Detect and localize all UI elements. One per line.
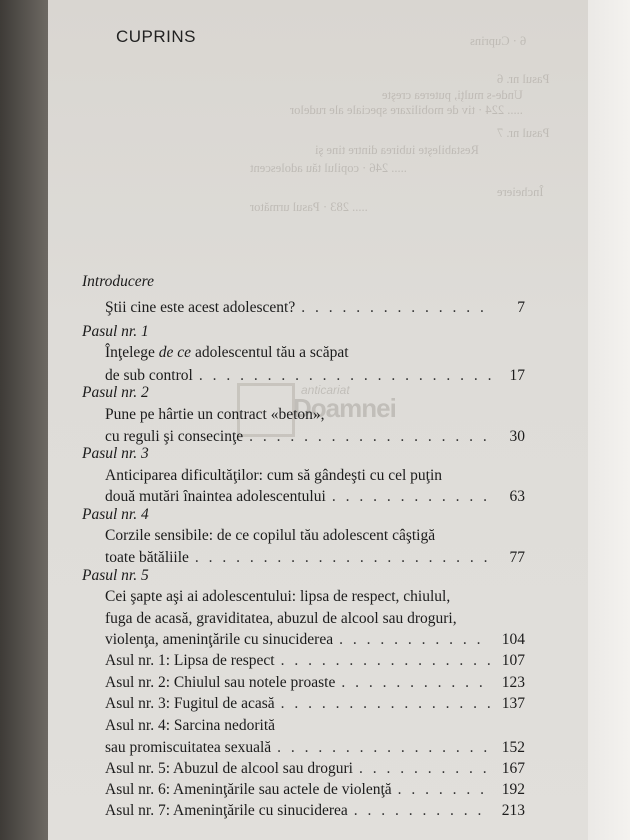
toc-entry-page: 107 [501, 652, 525, 669]
toc-entry-page: 213 [501, 802, 525, 819]
toc-step-heading: Pasul nr. 3 [82, 445, 149, 462]
show-through-text: Încheiere [497, 185, 544, 199]
leader-dots [195, 548, 491, 568]
show-through-text: ..... 246 · copilul tău adolescent [250, 161, 407, 175]
toc-entry[interactable] [105, 487, 525, 507]
toc-entry-page: 17 [509, 367, 525, 384]
toc-section-heading: Introducere [82, 273, 155, 290]
toc-entry-label: Asul nr. 2: Chiulul sau notele proaste [105, 674, 336, 691]
leader-dots [354, 801, 491, 821]
toc-entry[interactable] [105, 759, 525, 779]
toc-entry-label: violenţa, ameninţările cu sinuciderea [105, 631, 334, 648]
toc-entry-line: fuga de acasă, graviditatea, abuzul de alcool sau droguri, [105, 610, 457, 627]
toc-entry-page: 123 [501, 674, 525, 691]
toc-entry-label: cu reguli şi consecinţe [105, 428, 244, 445]
toc-entry[interactable] [105, 651, 525, 671]
toc-step-heading: Pasul nr. 2 [82, 384, 149, 401]
toc-entry[interactable] [105, 673, 525, 693]
leader-dots [398, 780, 491, 800]
leader-dots [281, 694, 491, 714]
toc-entry-label: de sub control [105, 367, 193, 384]
toc-entry-page: 77 [509, 549, 525, 566]
toc-entry-label: Asul nr. 1: Lipsa de respect [105, 652, 275, 669]
leader-dots [359, 759, 491, 779]
leader-dots [332, 487, 491, 507]
toc-entry-page: 7 [517, 299, 525, 316]
page-edge [588, 0, 630, 840]
toc-entry[interactable] [105, 801, 525, 821]
toc-entry-label: toate bătăliile [105, 549, 189, 566]
show-through-text: Unde-s mulţi, puterea creşte [382, 88, 523, 102]
toc-entry-page: 63 [509, 488, 525, 505]
show-through-text: ..... 224 · tiv de mobilizare speciale ale rudelor [290, 103, 523, 117]
leader-dots [339, 630, 491, 650]
toc-entry[interactable] [105, 298, 525, 318]
watermark-big-text: Doamnei [293, 393, 396, 423]
book-spine-shadow [0, 0, 48, 840]
toc-entry-label: Asul nr. 6: Ameninţările sau actele de violenţă [105, 781, 392, 798]
toc-entry-page: 167 [501, 760, 525, 777]
show-through-text: Pasul nr. 6 [497, 72, 550, 86]
toc-entry-label: Asul nr. 3: Fugitul de acasă [105, 695, 275, 712]
page-title: CUPRINS [116, 27, 197, 46]
toc-entry-line [105, 343, 525, 363]
toc-step-heading: Pasul nr. 4 [82, 506, 149, 523]
toc-entry-line: Asul nr. 4: Sarcina nedorită [105, 717, 276, 734]
leader-dots [341, 673, 491, 693]
show-through-text: Pasul nr. 7 [497, 126, 550, 140]
leader-dots [277, 738, 491, 758]
toc-step-heading: Pasul nr. 5 [82, 567, 149, 584]
toc-entry[interactable] [105, 738, 525, 758]
toc-entry-label: sau promiscuitatea sexuală [105, 739, 272, 756]
leader-dots [281, 651, 491, 671]
toc-entry-line: Anticiparea dificultăţilor: cum să gândeşti cu cel puţin [105, 467, 443, 484]
toc-entry-page: 30 [509, 428, 525, 445]
toc-entry-line: Cei şapte aşi ai adolescentului: lipsa de respect, chiulul, [105, 588, 451, 605]
show-through-text: Restabileşte iubirea dintre tine şi [315, 143, 479, 157]
toc-entry-label: două mutări înaintea adolescentului [105, 488, 326, 505]
toc-entry-page: 152 [501, 739, 525, 756]
toc-step-heading: Pasul nr. 1 [82, 323, 149, 340]
show-through-text: ..... 283 · Pasul următor [250, 200, 368, 214]
show-through-text: 6 · Cuprins [470, 34, 527, 48]
toc-entry-page: 137 [501, 695, 525, 712]
toc-entry-line: Corzile sensibile: de ce copilul tău adolescent câştigă [105, 527, 436, 544]
toc-text: Înţelege [105, 344, 159, 361]
toc-text: adolescentul tău a scăpat [191, 344, 349, 361]
toc-entry-page: 104 [501, 631, 525, 648]
toc-entry[interactable] [105, 780, 525, 800]
leader-dots [301, 298, 491, 318]
toc-entry-label: Ştii cine este acest adolescent? [105, 299, 296, 316]
toc-entry-label: Asul nr. 7: Ameninţările cu sinuciderea [105, 802, 348, 819]
toc-entry-page: 192 [501, 781, 525, 798]
toc-text-italic: de ce [158, 344, 192, 361]
toc-entry-label: Asul nr. 5: Abuzul de alcool sau droguri [105, 760, 353, 777]
toc-entry-line: Pune pe hârtie un contract «beton», [105, 406, 325, 423]
watermark-small-text: anticariat [301, 383, 350, 397]
toc-entry[interactable] [105, 694, 525, 714]
toc-entry[interactable] [105, 548, 525, 568]
toc-entry[interactable] [105, 630, 525, 650]
